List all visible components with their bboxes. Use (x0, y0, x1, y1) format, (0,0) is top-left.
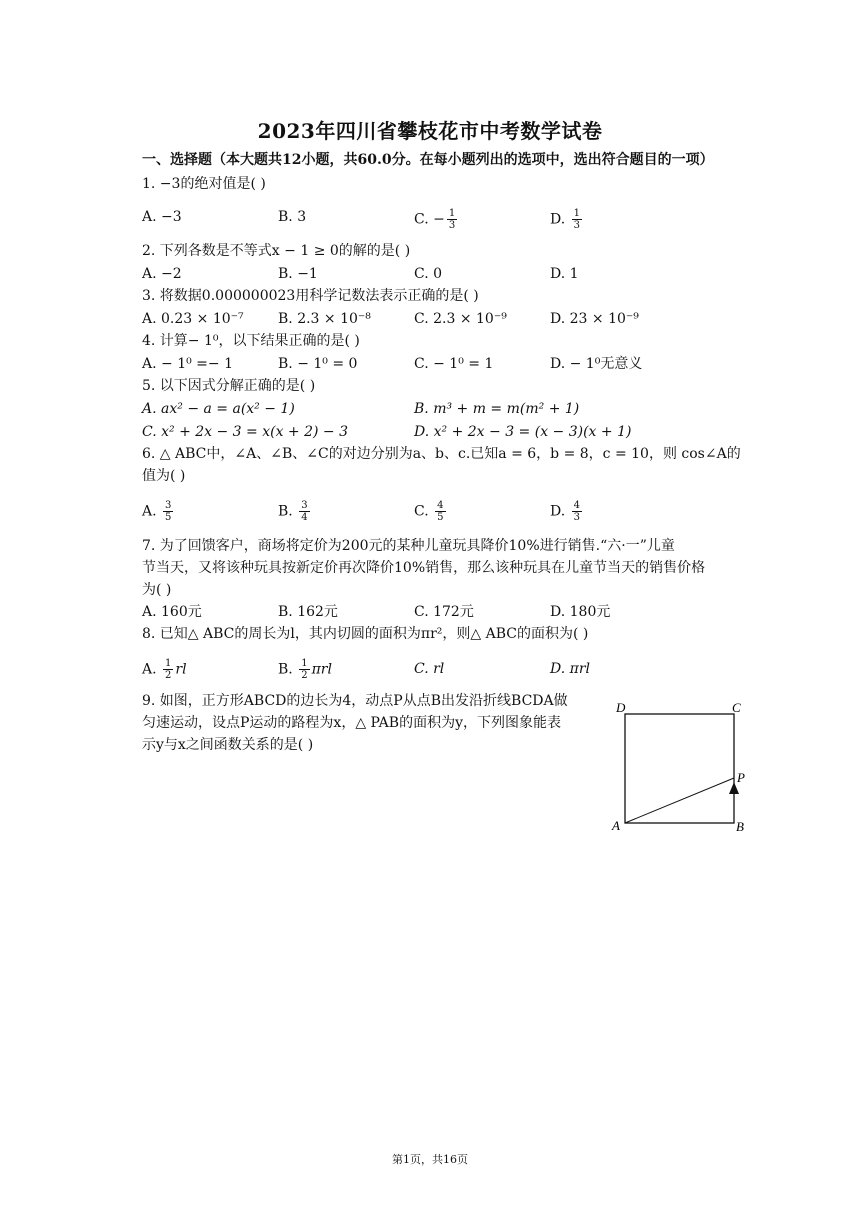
question-9-stem-cont1: 匀速运动，设点P运动的路程为x，△ PAB的面积为y，下列图象能表 (142, 715, 561, 731)
question-6-stem: 6. △ ABC中，∠A、∠B、∠C的对边分别为a、b、c.已知a = 6，b = 8，c = 10，则 cos∠A的 (142, 446, 741, 462)
q3-option-a: A. 0.23 × 10⁻⁷ (142, 311, 244, 327)
q4-option-b: B. − 1⁰ = 0 (278, 356, 358, 372)
fraction: $\frac{1}{2}$ (301, 658, 308, 681)
q1-option-b: B. 3 (278, 209, 307, 225)
q8-option-b: B. $\frac{1}{2}$ πrl (278, 658, 332, 681)
q4-option-d: D. − 1⁰无意义 (550, 356, 643, 372)
q3-option-d: D. 23 × 10⁻⁹ (550, 311, 639, 327)
q5-option-a: A. ax² − a = a(x² − 1) (142, 401, 295, 417)
fraction: $\frac{3}{5}$ (165, 500, 172, 523)
question-9-stem-cont2: 示y与x之间函数关系的是( ) (142, 737, 314, 753)
q7-option-b: B. 162元 (278, 604, 338, 620)
q6-option-b: B. $\frac{3}{4}$ (278, 500, 308, 523)
fraction: $\frac{1}{2}$ (165, 658, 172, 681)
q8-option-d: D. πrl (550, 661, 590, 677)
q2-option-c: C. 0 (414, 266, 443, 282)
q6-option-a: A. $\frac{3}{5}$ (142, 500, 172, 523)
question-4-stem: 4. 计算− 1⁰，以下结果正确的是( ) (142, 333, 360, 349)
q7-option-d: D. 180元 (550, 604, 611, 620)
q6-option-d: D. $\frac{4}{3}$ (550, 500, 581, 523)
question-7-stem-cont2: 为( ) (142, 582, 172, 598)
label-p: P (737, 770, 745, 785)
label-c: C (732, 700, 741, 715)
question-7-stem: 7. 为了回馈客户，商场将定价为200元的某种儿童玩具降价10%进行销售.“六·一”儿童 (142, 538, 675, 554)
q1-option-d: D. $\frac{1}{3}$ (550, 208, 581, 231)
section-heading: 一、选择题（本大题共12小题，共60.0分。在每小题列出的选项中，选出符合题目的一项） (142, 152, 714, 168)
segment-ap (625, 778, 734, 823)
label-d: D (616, 700, 626, 715)
question-9-stem: 9. 如图，正方形ABCD的边长为4，动点P从点B出发沿折线BCDA做 (142, 693, 568, 709)
page-title: 2023年四川省攀枝花市中考数学试卷 (257, 119, 603, 143)
q3-option-b: B. 2.3 × 10⁻⁸ (278, 311, 371, 327)
q7-option-c: C. 172元 (414, 604, 474, 620)
q4-option-a: A. − 1⁰ =− 1 (142, 356, 233, 372)
q8-option-a: A. $\frac{1}{2}$ rl (142, 658, 187, 681)
label-b: B (736, 819, 744, 834)
question-1-stem: 1. −3的绝对值是( ) (142, 176, 266, 192)
q2-option-d: D. 1 (550, 266, 579, 282)
square-figure (608, 698, 758, 838)
q1-option-a: A. −3 (142, 209, 182, 225)
q2-option-a: A. −2 (142, 266, 182, 282)
fraction: $\frac{4}{3}$ (573, 500, 581, 523)
question-6-stem-cont: 值为( ) (142, 468, 186, 484)
q5-option-b: B. m³ + m = m(m² + 1) (414, 401, 580, 417)
q6-option-c: C. $\frac{4}{5}$ (414, 500, 444, 523)
question-7-stem-cont1: 节当天，又将该种玩具按新定价再次降价10%销售，那么该种玩具在儿童节当天的销售价格 (142, 560, 706, 576)
q4-option-c: C. − 1⁰ = 1 (414, 356, 494, 372)
label-a: A (612, 818, 620, 833)
page-footer: 第1页，共16页 (392, 1153, 468, 1166)
q8-option-c: C. rl (414, 661, 445, 677)
question-8-stem: 8. 已知△ ABC的周长为l，其内切圆的面积为πr²，则△ ABC的面积为( ) (142, 626, 589, 642)
q5-option-d: D. x² + 2x − 3 = (x − 3)(x + 1) (414, 424, 632, 440)
fraction: $\frac{3}{4}$ (301, 500, 308, 523)
q3-option-c: C. 2.3 × 10⁻⁹ (414, 311, 507, 327)
q7-option-a: A. 160元 (142, 604, 202, 620)
question-5-stem: 5. 以下因式分解正确的是( ) (142, 378, 316, 394)
fraction: $\frac{4}{5}$ (437, 500, 444, 523)
fraction: $\frac{1}{3}$ (448, 208, 456, 231)
square-abcd (625, 714, 734, 823)
question-3-stem: 3. 将数据0.000000023用科学记数法表示正确的是( ) (142, 288, 479, 304)
q2-option-b: B. −1 (278, 266, 318, 282)
fraction: $\frac{1}{3}$ (573, 208, 581, 231)
q5-option-c: C. x² + 2x − 3 = x(x + 2) − 3 (142, 424, 349, 440)
q1-option-c: C. − $\frac{1}{3}$ (414, 208, 456, 231)
question-2-stem: 2. 下列各数是不等式x − 1 ≥ 0的解的是( ) (142, 243, 411, 259)
